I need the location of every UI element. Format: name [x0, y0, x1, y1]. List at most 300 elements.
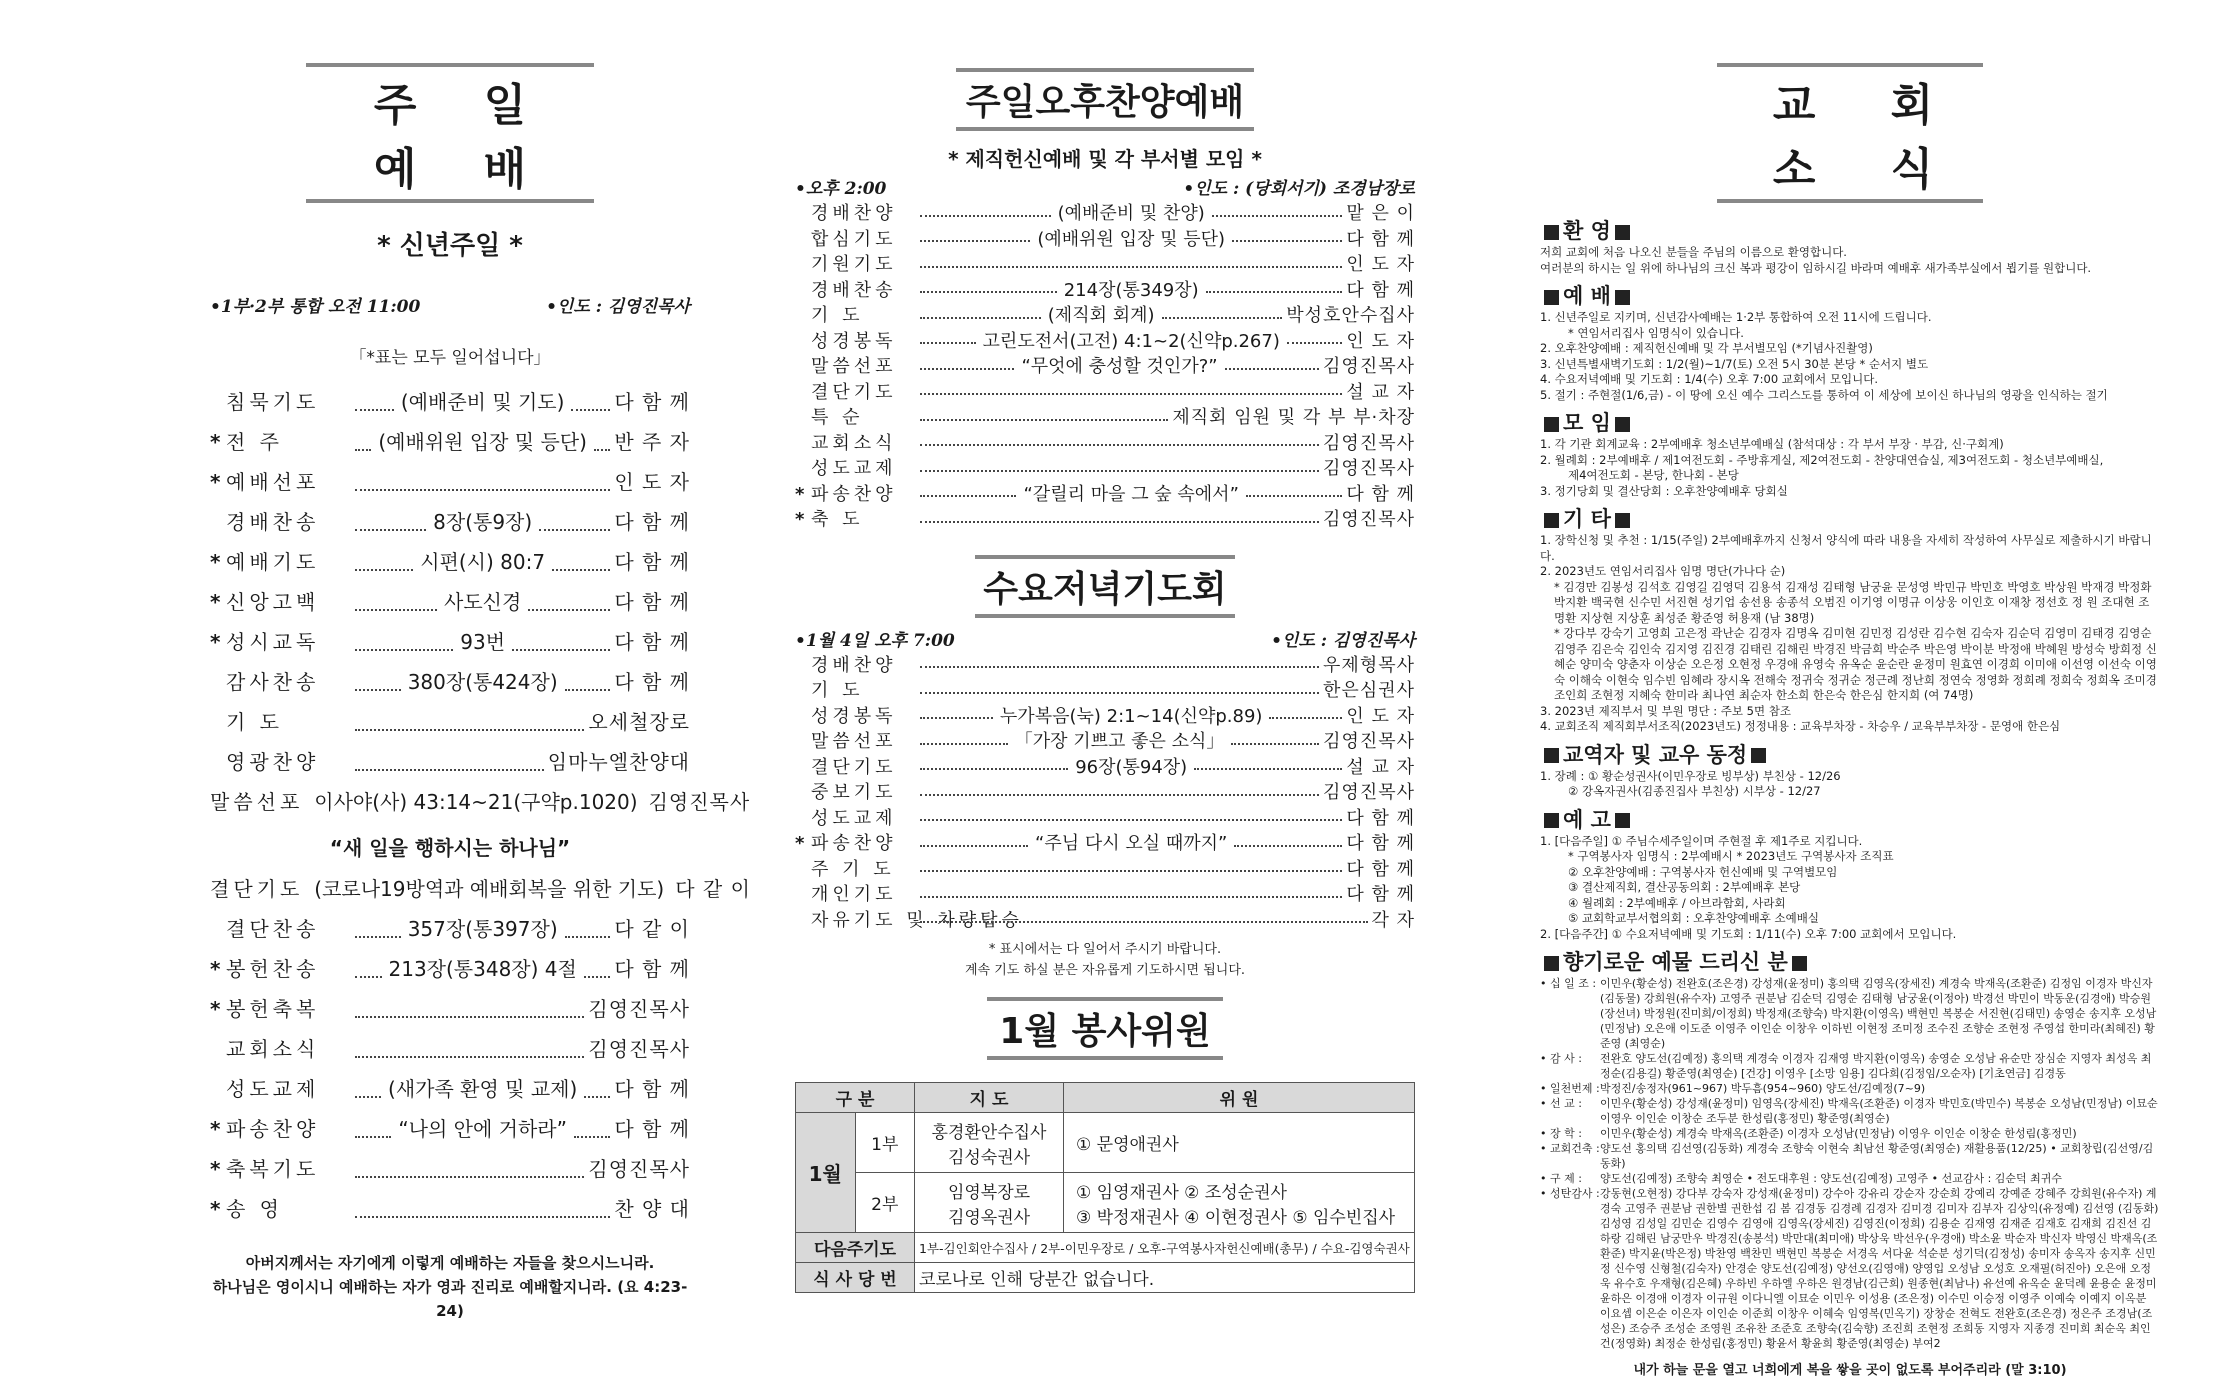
wednesday-leader: •인도 : 김영진목사 [1271, 630, 1415, 651]
leader-dots [920, 215, 1051, 217]
offering-category: • 십 일 조 : [1540, 977, 1597, 990]
order-person: 인 도 자 [614, 470, 690, 494]
news-item: 4. 수요저녁예배 및 기도회 : 1/4(수) 오후 7:00 교회에서 모입니다. [1540, 372, 1878, 386]
leader-dots [574, 1136, 610, 1138]
order-row [795, 676, 1415, 702]
news-item: 3. 신년특별새벽기도회 : 1/2(월)~1/7(토) 오전 5시 30분 본당 * 순서지 별도 [1540, 356, 1929, 371]
serve-header-lead: 지 도 [915, 1083, 1064, 1113]
order-row [210, 786, 751, 826]
leader-dots [565, 689, 611, 691]
worship-heading: 예 배 [1540, 282, 2160, 310]
leader-dots [920, 870, 1342, 872]
order-detail: 93번 [460, 630, 506, 654]
order-row [795, 906, 1415, 932]
leader-dots [355, 489, 610, 491]
order-label: 영광찬양 [226, 750, 320, 774]
offering-names: 강동현(오현정) 강다부 강숙자 강성재(윤정미) 강수아 강유리 강순자 강순희 강예리 강예준 강혜주 강희원(유수자) 계경숙 고영주 권분남 권한별 권한섭 김 봄 김경동 김경례 김경자 김미경 김미자 김부자 김상익(유정예) 김선영 (김동화) 김성영 김성일 김민순 김영수 김영애 김영옥(장세진) 김영진(이정희) 김용순 김재영 김재준 김재호 김재희 김진선 김하랑 김해린 남궁만우 박경진(송봉석) 박만대(최미애) 박상욱 박선우(우경애) 박소윤 박순자 박신자 박영신 박재옥(조환준) 박지윤(박은정) 박찬영 백찬민 백현민 복봉순 서경옥 서다윤 석순분 성기덕(김정성) 송미자 송옥자 송지후 신민정 신수영 신형철(김숙자) 안경순 양도선(김예정) 양선오(김영애) 양영입 오성남 오성호 오재필(허진아) 오은애 오정욱 유수호 우재형(김은혜) 우하빈 우하엘 우하은 원경남(김근희) 원종현(최남나) 유선예 유옥순 윤덕례 윤용순 윤정미 윤하은 이경애 이경자 이규원 이다니엘 이묘순 이민우 이성용 (조은정) 이수민 이승정 이영주 이예숙 이예지 이옥분 이요셉 이은순 이은자 이인순 이준희 이창우 이혜숙 임영복(민옥기) 장창순 전혁도 전완호(조은경) 정은주 조경남(조성은) 조승주 조성순 조영원 조유찬 조준호 조향숙(김숙향) 조진희 조현정 조희동 지영자 지종경 진미희 최순옥 최인건(정영화) 최정순 한성림(홍정민) 황윤서 황윤희 황준영(최영순) 부여2 [1600, 1187, 2159, 1350]
leader-dots [1225, 368, 1319, 370]
etc-news [1540, 533, 2160, 735]
order-person: 다 함 께 [1346, 807, 1415, 829]
order-detail: (예배위원 입장 및 등단) [1037, 228, 1226, 250]
news-item: ② 강옥자권사(김종진집사 부친상) 시부상 - 12/27 [1568, 784, 1821, 798]
order-row [795, 250, 1415, 276]
standing-mark: * [210, 470, 221, 494]
leader-dots [1232, 240, 1342, 242]
leader-dots [920, 521, 1319, 523]
offering-row [1540, 1141, 2160, 1171]
order-row [795, 225, 1415, 251]
new-year-subtitle: * 신년주일 * [377, 231, 523, 261]
serve-row-part2 [796, 1173, 1415, 1233]
order-row [795, 727, 1415, 753]
order-label: 합심기도 [811, 228, 897, 250]
verse-line-2: 하나님은 영이시니 예배하는 자가 영과 진리로 예배할지니라. (요 4:23-24) [212, 1278, 688, 1320]
leader-dots [355, 1216, 610, 1218]
offering-row [1540, 976, 2160, 1051]
wednesday-time: •1월 4일 오후 7:00 [795, 630, 955, 651]
order-person: 김영진목사 [648, 790, 751, 814]
leader-dots [355, 729, 584, 731]
order-person: 임마누엘찬양대 [547, 750, 690, 774]
leader-dots [1269, 717, 1342, 719]
wednesday-order-list [795, 651, 1415, 932]
order-person: 박성호안수집사 [1286, 305, 1415, 326]
order-row [795, 505, 1415, 531]
leader-dots [355, 769, 544, 771]
offering-names: 박정진/송정자(961~967) 박두흠(954~960) 양도선/김예정(7~9) [1600, 1082, 1926, 1095]
order-detail: (예배준비 및 기도) [400, 390, 565, 414]
order-label: 성경봉독 [811, 330, 897, 352]
offering-category: • 감 사 : [1540, 1052, 1582, 1065]
leader-dots [355, 1056, 584, 1058]
sunday-order-list-2 [210, 873, 751, 1233]
order-label: 신앙고백 [226, 590, 320, 614]
leader-dots [584, 1096, 610, 1098]
notice-news [1540, 834, 2160, 943]
offering-heading: 향기로운 예물 드리신 분 [1540, 948, 2160, 976]
order-detail: 357장(통397장) [407, 917, 558, 941]
afternoon-worship-column [795, 0, 1415, 1293]
order-label: 성경봉독 [811, 705, 897, 727]
leader-dots [920, 393, 1342, 395]
offering-category: • 교회건축 : [1540, 1142, 1600, 1155]
sunday-worship-meta [210, 292, 690, 317]
wednesday-title: 수요저녁기도회 [795, 555, 1415, 618]
news-item: 1. 장학신청 및 추천 : 1/15(주일) 2부예배후까지 신청서 양식에 따라 내용을 자세히 작성하여 사무실로 제출하시기 바랍니다. [1540, 533, 2152, 563]
order-detail: “갈릴리 마을 그 숲 속에서” [1023, 483, 1239, 505]
order-label: 예배기도 [226, 550, 320, 574]
leader-dots [920, 896, 1342, 898]
news-item: 5. 절기 : 주현절(1/6,금) - 이 땅에 오신 예수 그리스도를 통하여 이 세상에 보이신 하나님의 영광을 인식하는 절기 [1540, 387, 2108, 402]
leader-dots [920, 819, 1342, 821]
church-news-column [1540, 0, 2160, 1378]
news-item: ③ 결산제직회, 결산공동의회 : 2부예배후 본당 [1568, 880, 1801, 894]
leader-dots [920, 291, 1057, 293]
church-news-title: 교 회 소 식 [1540, 63, 2160, 203]
leader-dots [920, 470, 1319, 472]
order-row [795, 378, 1415, 404]
leader-dots [565, 936, 611, 938]
order-label: 중보기도 [811, 782, 897, 803]
serve-header-division: 구 분 [796, 1083, 915, 1113]
serve-part2-members: ① 임영재권사 ② 조성순권사 ③ 박정재권사 ④ 이현정권사 ⑤ 임수빈집사 [1064, 1173, 1415, 1233]
standing-mark: * [210, 1157, 221, 1181]
serve-part2: 2부 [855, 1173, 915, 1233]
leader-dots [920, 845, 1028, 847]
offering-names: 이민우(황순성) 강성재(윤정미) 임영옥(장세진) 박재옥(조환준) 이경자 박민호(박민수) 복봉순 오성남(민정남) 이묘순 이영우 이인순 이창순 조두분 한성림(홍정민) 황준영(최영순) [1600, 1097, 2158, 1125]
leader-dots [920, 768, 1068, 770]
sermon-title: “새 일을 행하시는 하나님” [329, 836, 571, 860]
order-row [795, 276, 1415, 302]
order-row [795, 804, 1415, 830]
news-item: 2. 오후찬양예배 : 제직헌신예배 및 각 부서별모임 (*기념사진촬영) [1540, 341, 1873, 355]
blessing-verse: 내가 하늘 문을 열고 너희에게 복을 쌓을 곳이 없도록 부어주리라 (말 3:10) [1633, 1363, 2067, 1378]
leader-dots [1206, 291, 1343, 293]
order-label: 파송찬양 [811, 833, 897, 854]
offering-row [1540, 1171, 2160, 1186]
order-detail: 213장(통348장) 4절 [388, 957, 577, 981]
order-detail: 사도신경 [444, 590, 522, 614]
order-person: 설 교 자 [1346, 381, 1415, 403]
leader-dots [920, 717, 993, 719]
next-prayer-value: 1부-김인회안수집사 / 2부-이민우장로 / 오후-구역봉사자헌신예배(총무) / 수요-김영숙권사 [915, 1233, 1415, 1263]
order-row [795, 429, 1415, 455]
order-detail: 8장(통9장) [433, 510, 533, 534]
leader-dots [920, 666, 1319, 668]
order-label: 교회소식 [811, 432, 897, 454]
order-detail: 214장(통349장) [1063, 279, 1199, 301]
serve-part2-lead: 임영복장로 김영옥권사 [915, 1173, 1064, 1233]
order-row [210, 466, 690, 506]
order-person: 김영진목사 [1323, 432, 1415, 454]
afternoon-time: •오후 2:00 [795, 179, 887, 199]
serve-header-row [796, 1083, 1415, 1113]
offering-category: • 성탄감사 : [1540, 1187, 1600, 1200]
wednesday-notes [795, 939, 1415, 981]
offering-category: • 일천번제 : [1540, 1082, 1600, 1095]
news-item: 2. [다음주간] ① 수요저녁예배 및 기도회 : 1/11(수) 오후 7:00 교회에서 모입니다. [1540, 926, 1957, 941]
order-person: 김영진목사 [1323, 509, 1415, 530]
order-label: 주 기 도 [811, 858, 895, 880]
leader-dots [920, 921, 1368, 923]
order-row [795, 327, 1415, 353]
order-person: 김영진목사 [1323, 356, 1415, 377]
order-label: 특 순 [811, 407, 864, 428]
meeting-news [1540, 437, 2160, 499]
worship-news [1540, 310, 2160, 403]
order-detail: 고린도전서(고전) 4:1~2(신약p.267) [982, 330, 1280, 352]
leader-dots [355, 936, 401, 938]
order-label: 기원기도 [811, 254, 897, 275]
standing-mark: * [795, 833, 805, 854]
order-label: 자유기도 및 차량탑승 [811, 909, 1023, 931]
offering-names: 이민우(황순성) 계경숙 박재옥(조환준) 이경자 오성남(민정남) 이영우 이인순 이창순 한성림(홍정민) [1600, 1127, 2077, 1140]
order-detail: 이사야(사) 43:14~21(구약p.1020) [314, 790, 638, 814]
serve-row-next-prayer [796, 1233, 1415, 1263]
order-row [210, 1153, 690, 1193]
leader-dots [355, 976, 382, 978]
order-row [210, 386, 690, 426]
order-row [795, 778, 1415, 804]
leader-dots [920, 692, 1319, 694]
leader-dots [355, 609, 437, 611]
news-item: ④ 월례회 : 2부예배후 / 아브라함회, 사라회 [1568, 895, 1786, 910]
news-item: 제4여전도회 - 본당, 한나회 - 본당 [1568, 468, 1739, 482]
offering-names: 양도선(김예정) 조향숙 최영순 • 전도대후원 : 양도선(김예정) 고영주 • 선교감사 : 김순덕 최귀수 [1600, 1172, 2063, 1185]
order-detail: 96장(통94장) [1075, 756, 1188, 778]
order-label: 경배찬양 [811, 654, 897, 676]
standing-mark: * [210, 630, 221, 654]
order-row [210, 1113, 690, 1153]
leader-dots [920, 342, 976, 344]
leader-dots [920, 743, 1008, 745]
news-item: 저희 교회에 처음 나오신 분들을 주님의 이름으로 환영합니다. [1540, 245, 1847, 259]
offering-names: 양도선 홍의택 김선영(김동화) 계경숙 조향숙 이현숙 최남선 황준영(최영순) 재활용품(12/25) • 교회창립(김선영/김동화) [1600, 1142, 2154, 1170]
order-person: 다 같 이 [675, 877, 751, 901]
leader-dots [920, 317, 1041, 319]
order-person: 맡 은 이 [1346, 203, 1416, 224]
order-label: 전 주 [226, 430, 283, 454]
order-label: 기 도 [226, 710, 283, 734]
leader-dots [355, 1136, 391, 1138]
leader-dots [920, 444, 1319, 446]
leader-dots [920, 266, 1342, 268]
afternoon-leader: •인도 : (당회서기) 조경남장로 [1183, 179, 1415, 199]
order-label: 결단기도 [811, 756, 897, 778]
order-row [210, 666, 690, 706]
offering-names: 전완호 양도선(김예정) 홍의택 계경숙 이경자 김재영 박지환(이영옥) 송영순 오성남 유순만 장심순 지영자 최성옥 최정순(김용길) 황준영(최영순) [건강] 이영우 [소망 임용] 김다희(김정임/오순자) [기초연금] 김경동 [1600, 1052, 2152, 1080]
leader-dots [355, 449, 371, 451]
movement-heading: 교역자 및 교우 동정 [1540, 741, 2160, 769]
offering-category: • 장 학 : [1540, 1127, 1582, 1140]
leader-dots [920, 495, 1016, 497]
order-row [210, 506, 690, 546]
order-person: 다 함 께 [614, 1077, 690, 1101]
order-label: 파송찬양 [811, 483, 897, 505]
order-label: 말씀선포 [811, 731, 897, 752]
order-person: 각 자 [1371, 909, 1415, 931]
news-item: 4. 교회조직 제직회부서조직(2023년도) 정정내용 : 교육부차장 - 차승우 / 교육부부차장 - 문영애 한은심 [1540, 719, 2061, 733]
meal-value: 코로나로 인해 당분간 없습니다. [915, 1263, 1415, 1293]
offering-category: • 선 교 : [1540, 1097, 1582, 1110]
order-label: 파송찬양 [226, 1117, 320, 1141]
serve-title: 1월 봉사위원 [795, 997, 1415, 1060]
standing-mark: * [210, 997, 221, 1021]
wednesday-meta [795, 626, 1415, 651]
order-person: 다 함 께 [614, 510, 691, 534]
order-label: 성시교독 [226, 630, 320, 654]
order-label: 축복기도 [226, 1157, 320, 1181]
standing-mark: * [210, 550, 221, 574]
leader-dots [355, 1176, 584, 1178]
leader-dots [584, 976, 611, 978]
order-person: 인 도 자 [1346, 705, 1415, 727]
sunday-worship-title: 주 일 예 배 [210, 63, 690, 203]
leader-dots [552, 569, 610, 571]
standing-mark: * [210, 1117, 221, 1141]
offering-row [1540, 1081, 2160, 1096]
order-row [210, 1033, 690, 1073]
leader-dots [594, 449, 610, 451]
order-label: 결단기도 [811, 381, 897, 403]
order-person: 다 함 께 [1346, 884, 1415, 905]
order-person: 김영진목사 [588, 1157, 690, 1181]
footer-verse [210, 1251, 690, 1323]
serve-part1-lead: 홍경환안수집사 김성숙권사 [915, 1113, 1064, 1173]
order-label: 결단기도 [210, 877, 304, 901]
order-person: 다 함 께 [614, 550, 690, 574]
movement-news [1540, 769, 2160, 800]
offering-row [1540, 1186, 2160, 1351]
order-person: 김영진목사 [1323, 458, 1415, 479]
news-item: 2. 월례회 : 2부예배후 / 제1여전도회 - 주방휴게실, 제2여전도회 - 찬양대연습실, 제3여전도회 - 청소년부예배실, [1540, 452, 2104, 467]
order-row [210, 993, 690, 1033]
order-person: 다 함 께 [1346, 279, 1415, 301]
order-person: 다 함 께 [614, 390, 690, 414]
order-row [210, 586, 690, 626]
standing-mark: * [210, 957, 221, 981]
offering-category: • 구 제 : [1540, 1172, 1582, 1185]
afternoon-order-list [795, 199, 1415, 531]
news-item: 1. [다음주일] ① 주님수세주일이며 주현절 후 제1주로 지킵니다. [1540, 833, 1863, 848]
news-item: * 연임서리집사 임명식이 있습니다. [1568, 325, 1744, 340]
order-person: 우제형목사 [1323, 654, 1415, 676]
order-detail: (코로나19방역과 예배회복을 위한 기도) [314, 877, 665, 901]
leader-dots [920, 368, 1014, 370]
order-person: 오세철장로 [588, 710, 690, 734]
welcome-text [1540, 245, 2160, 276]
news-item: 2. 2023년도 연임서리집사 임명 명단(가나다 순) [1540, 564, 1786, 578]
order-label: 예배선포 [226, 470, 320, 494]
order-row [210, 1073, 690, 1113]
news-item: 여러분의 하시는 일 위에 하나님의 크신 복과 평강이 임하시길 바라며 예배후 새가족부실에서 뵙기를 원합니다. [1540, 260, 2092, 275]
order-row [795, 199, 1415, 225]
serve-row-meal [796, 1263, 1415, 1293]
standing-mark: * [210, 430, 221, 454]
order-label: 교회소식 [226, 1037, 320, 1061]
news-item: 1. 장례 : ① 황순성권사(이민우장로 빙부상) 부친상 - 12/26 [1540, 768, 1841, 783]
order-row [795, 480, 1415, 506]
order-label: 말씀선포 [811, 356, 897, 377]
order-person: 다 함 께 [614, 1117, 690, 1141]
order-row [795, 702, 1415, 728]
standing-mark: * [795, 483, 805, 505]
order-row [210, 706, 690, 746]
order-row [795, 301, 1415, 327]
afternoon-meta [795, 174, 1415, 199]
serve-part1: 1부 [855, 1113, 915, 1173]
order-person: 인 도 자 [1346, 254, 1415, 275]
order-detail: (새가족 환영 및 교제) [388, 1077, 578, 1101]
order-label: 경배찬송 [811, 279, 897, 301]
leader-dots [920, 794, 1319, 796]
order-row [795, 829, 1415, 855]
order-row [795, 855, 1415, 881]
leader-dots [355, 689, 401, 691]
news-item: ⑤ 교회학교부서협의회 : 오후찬양예배후 소예배실 [1568, 911, 1819, 925]
order-person: 다 함 께 [1346, 833, 1416, 854]
leader-dots [355, 529, 426, 531]
news-item: 1. 각 기관 회계교육 : 2부예배후 청소년부예배실 (참석대상 : 각 부서 부장 · 부감, 신·구회계) [1540, 437, 2004, 451]
leader-dots [355, 1016, 584, 1018]
notice-heading: 예 고 [1540, 806, 2160, 834]
leader-dots [355, 409, 394, 411]
leader-dots [1194, 768, 1342, 770]
order-detail: “무엇에 충성할 것인가?” [1021, 356, 1218, 377]
news-item: ② 오후찬양예배 : 구역봉사자 헌신예배 및 구역별모임 [1568, 864, 1838, 879]
order-person: 제직회 임원 및 각 부 부·차장 [1172, 407, 1415, 428]
sunday-worship-leader: •인도 : 김영진목사 [546, 297, 690, 317]
sunday-worship-time: •1부·2부 통합 오전 11:00 [210, 297, 421, 317]
order-label: 성도교제 [811, 458, 897, 479]
order-row [210, 626, 690, 666]
order-label: 말씀선포 [210, 790, 304, 814]
standing-mark: * [210, 1197, 221, 1221]
order-person: 반 주 자 [614, 430, 690, 454]
offering-list [1540, 976, 2160, 1351]
serve-table [795, 1082, 1415, 1293]
order-row [210, 913, 690, 953]
order-person: 다 함 께 [1346, 483, 1415, 505]
news-item: * 김경만 김봉성 김석호 김영길 김영덕 김용석 김재성 김태형 남궁윤 문성영 박민규 박민호 박영호 박상원 박재경 박정화 박지환 백국현 신수민 서진현 성기업 송선용 송종석 오범진 이기영 이명규 이상웅 이인호 이재창 정선호 정 원 조대현 조명환 지상현 지상훈 최성준 황준영 허용재 (남 38명) [1554, 579, 2152, 625]
meeting-heading: 모 임 [1540, 409, 2160, 437]
order-label: 봉헌찬송 [226, 957, 320, 981]
order-person: 김영진목사 [588, 997, 690, 1021]
leader-dots [512, 649, 610, 651]
leader-dots [355, 649, 453, 651]
leader-dots [571, 409, 610, 411]
order-row [795, 880, 1415, 906]
offering-names: 이민우(황순성) 전완호(조은경) 강성재(윤정미) 홍의택 김영옥(장세진) 계경숙 박재옥(조환준) 김정임 이경자 박신자 (김동물) 강희원(유수자) 고영주 권분남 김순덕 김영순 김태형 남궁윤(이정아) 박경선 박민이 박동운(김경애) 박승원 (장선녀) 박정원(진미희/이정희) 박정재(조향숙) 박지환(이영옥) 백현민 복봉순 서진현(김태민) 송영순 송지후 오성남 (민정남) 오은애 이도준 이영주 이인순 이창우 이하빈 이현정 조미정 조수진 조향순 조현정 주영섭 한미라(최혜진) 황준영 (최영순) [1600, 977, 2157, 1050]
order-row [795, 403, 1415, 429]
order-label: 성도교제 [226, 1077, 320, 1101]
order-row [795, 753, 1415, 779]
order-detail: 380장(통424장) [407, 670, 558, 694]
order-person: 한은심권사 [1323, 680, 1415, 701]
welcome-heading: 환 영 [1540, 217, 2160, 245]
order-row [210, 873, 751, 913]
order-person: 설 교 자 [1346, 756, 1416, 778]
leader-dots [1246, 495, 1342, 497]
order-row [210, 953, 690, 993]
leader-dots [355, 569, 413, 571]
news-item: 3. 2023년 제직부서 및 부원 명단 : 주보 5면 참조 [1540, 703, 1791, 718]
afternoon-worship-title: 주일오후찬양예배 [795, 68, 1415, 131]
order-label: 결단찬송 [226, 917, 320, 941]
order-row [210, 746, 690, 786]
order-detail: (제직회 회계) [1047, 305, 1155, 326]
order-person: 다 같 이 [614, 917, 691, 941]
order-person: 다 함 께 [1346, 228, 1415, 250]
standing-note: 「*표는 모두 일어섭니다」 [349, 348, 551, 368]
order-label: 성도교제 [811, 807, 897, 829]
leader-dots [1212, 215, 1343, 217]
offering-row [1540, 1051, 2160, 1081]
order-person: 김영진목사 [588, 1037, 690, 1061]
serve-part1-members: ① 문영애권사 [1064, 1113, 1415, 1173]
order-person: 다 함 께 [1346, 858, 1415, 880]
order-person: 다 함 께 [614, 630, 690, 654]
leader-dots [1287, 342, 1343, 344]
order-person: 찬 양 대 [614, 1197, 690, 1221]
order-label: 기 도 [811, 680, 864, 701]
order-row [795, 651, 1415, 677]
order-row [210, 1193, 690, 1233]
order-label: 개인기도 [811, 884, 897, 905]
order-person: 인 도 자 [1346, 330, 1416, 352]
order-detail: 「가장 기쁘고 좋은 소식」 [1014, 731, 1225, 752]
serve-row-part1 [796, 1113, 1415, 1173]
